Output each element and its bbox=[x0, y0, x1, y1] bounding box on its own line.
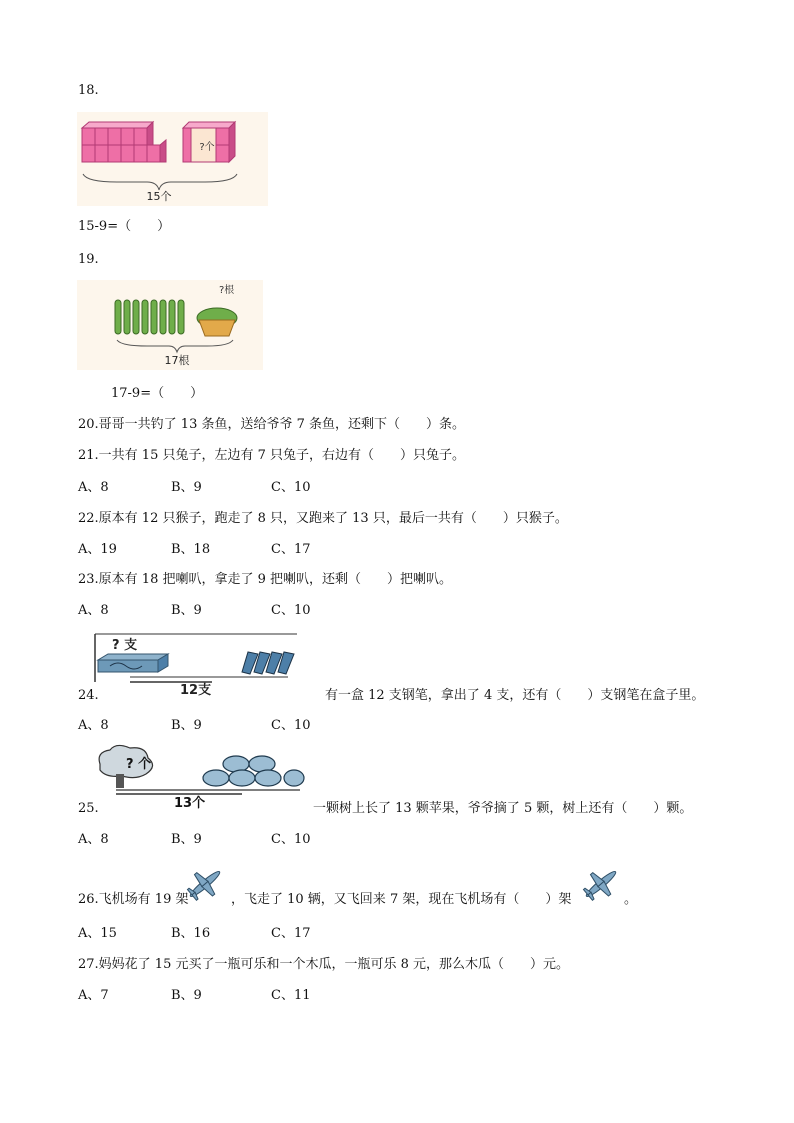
airplane-icon bbox=[184, 862, 226, 906]
q25-option-b[interactable]: B、9 bbox=[171, 832, 202, 847]
q18-figure bbox=[77, 112, 268, 206]
q25-option-a[interactable]: A、8 bbox=[78, 832, 109, 847]
pen-box-icon bbox=[98, 654, 168, 672]
q25-fig-total: 13个 bbox=[174, 796, 206, 811]
q22-text: 22.原本有 12 只猴子，跑走了 8 只，又跑来了 13 只，最后一共有（ ）只猴子。 bbox=[78, 511, 568, 526]
q23-option-c[interactable]: C、10 bbox=[271, 603, 311, 618]
q22-option-c[interactable]: C、17 bbox=[271, 542, 311, 557]
q26-text-a: 26.飞机场有 19 架 bbox=[78, 892, 189, 907]
q24-figure bbox=[92, 632, 302, 698]
apples-icon bbox=[203, 756, 304, 786]
q25-fig-qmark: ? 个 bbox=[126, 757, 152, 772]
airplane-icon bbox=[580, 862, 622, 906]
q26-option-a[interactable]: A、15 bbox=[78, 926, 117, 941]
pens-icon bbox=[242, 652, 294, 674]
q21-option-b[interactable]: B、9 bbox=[171, 480, 202, 495]
q20-text: 20.哥哥一共钓了 13 条鱼，送给爷爷 7 条鱼，还剩下（ ）条。 bbox=[78, 417, 466, 432]
pink-blocks-left bbox=[82, 122, 166, 162]
q22-option-b[interactable]: B、18 bbox=[171, 542, 211, 557]
q18-fig-qmark: ?个 bbox=[199, 142, 215, 153]
cucumbers-icon bbox=[115, 300, 184, 334]
q23-option-b[interactable]: B、9 bbox=[171, 603, 202, 618]
q25-text: 一颗树上长了 13 颗苹果，爷爷摘了 5 颗，树上还有（ ）颗。 bbox=[313, 801, 693, 816]
q22-option-a[interactable]: A、19 bbox=[78, 542, 117, 557]
q19-equation: 17-9=（ ） bbox=[111, 386, 204, 401]
q19-figure bbox=[77, 280, 263, 370]
q26-option-b[interactable]: B、16 bbox=[171, 926, 211, 941]
q18-equation: 15-9=（ ） bbox=[78, 219, 171, 234]
q26-text-c: 。 bbox=[624, 892, 638, 907]
q25-figure bbox=[92, 744, 306, 812]
q21-option-c[interactable]: C、10 bbox=[271, 480, 311, 495]
q24-fig-qmark: ? 支 bbox=[112, 638, 138, 653]
q21-option-a[interactable]: A、8 bbox=[78, 480, 109, 495]
q24-number: 24. bbox=[78, 688, 99, 703]
q27-option-b[interactable]: B、9 bbox=[171, 988, 202, 1003]
q23-option-a[interactable]: A、8 bbox=[78, 603, 109, 618]
q27-option-a[interactable]: A、7 bbox=[78, 988, 109, 1003]
q24-fig-total: 12支 bbox=[180, 683, 212, 698]
q18-fig-total: 15个 bbox=[146, 190, 172, 203]
q26-option-c[interactable]: C、17 bbox=[271, 926, 311, 941]
q25-number: 25. bbox=[78, 801, 99, 816]
q24-text: 有一盒 12 支钢笔，拿出了 4 支，还有（ ）支钢笔在盒子里。 bbox=[325, 688, 705, 703]
q19-fig-qmark: ?根 bbox=[219, 285, 235, 296]
q19-number: 19. bbox=[78, 252, 99, 267]
q27-text: 27.妈妈花了 15 元买了一瓶可乐和一个木瓜，一瓶可乐 8 元，那么木瓜（ ）元。 bbox=[78, 957, 570, 972]
q23-text: 23.原本有 18 把喇叭，拿走了 9 把喇叭，还剩（ ）把喇叭。 bbox=[78, 572, 453, 587]
q24-option-b[interactable]: B、9 bbox=[171, 718, 202, 733]
q27-option-c[interactable]: C、11 bbox=[271, 988, 311, 1003]
q26-text-b: ，飞走了 10 辆，又飞回来 7 架，现在飞机场有（ ）架 bbox=[231, 892, 572, 907]
q19-fig-total: 17根 bbox=[164, 354, 190, 367]
q18-number: 18. bbox=[78, 83, 99, 98]
q25-option-c[interactable]: C、10 bbox=[271, 832, 311, 847]
q24-option-c[interactable]: C、10 bbox=[271, 718, 311, 733]
basket-icon bbox=[197, 308, 237, 336]
q24-option-a[interactable]: A、8 bbox=[78, 718, 109, 733]
q21-text: 21.一共有 15 只兔子，左边有 7 只兔子，右边有（ ）只兔子。 bbox=[78, 448, 466, 463]
